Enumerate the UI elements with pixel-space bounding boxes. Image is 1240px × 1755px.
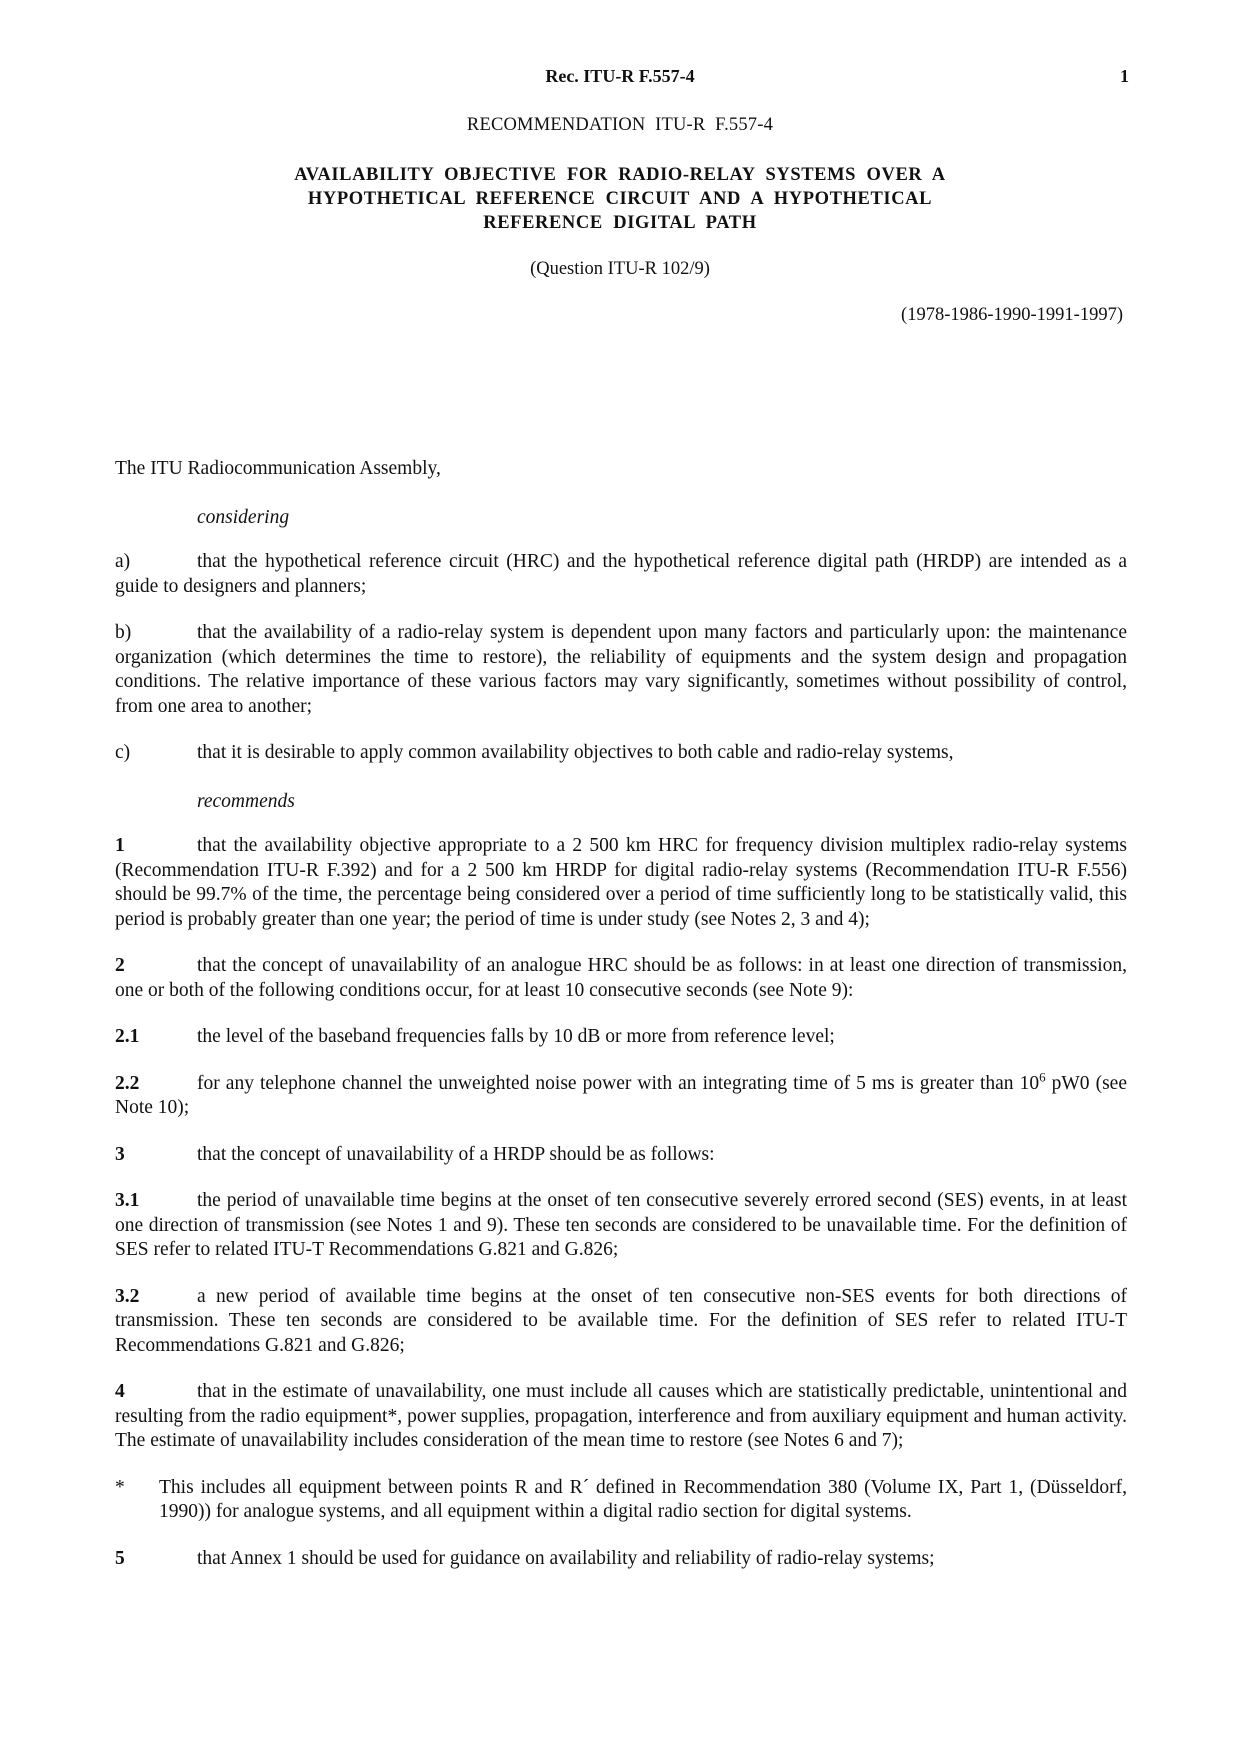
item-text: that the availability objective appropriate to a 2 500 km HRC for frequency division multiplex radio-relay systems (Recommendation ITU-R F.392) and for a 2 500 km HRDP for digital radio-relay systems (Recommendation ITU-R F.556) should be 99.7% of the time, the percentage being considered over a period of time sufficiently long to be statistically valid, this period is probably greater than one year; the period of time is under study (see Notes 2, 3 and 4); <box>115 835 1127 930</box>
preamble: The ITU Radiocommunication Assembly, <box>115 458 441 479</box>
item-text: that the availability of a radio-relay system is dependent upon many factors and particularly upon: the maintenance organization (which determines the time to restore), the reliability of equipments and the system design and propagation conditions. The relative importance of these various factors may vary significantly, sometimes without possibility of control, from one area to another; <box>115 622 1127 717</box>
item-label: 2 <box>115 955 125 976</box>
footnote-mark: * <box>115 1476 125 1498</box>
document-page <box>115 0 1135 1755</box>
superscript: 6 <box>1039 1069 1046 1084</box>
question-reference: (Question ITU-R 102/9) <box>530 259 710 279</box>
item-label: 1 <box>115 835 125 856</box>
item-text: that it is desirable to apply common availability objectives to both cable and radio-relay systems, <box>197 742 954 763</box>
item-label: 3.1 <box>115 1190 140 1211</box>
item-label: 3.2 <box>115 1285 140 1307</box>
recommends-heading: recommends <box>197 790 295 812</box>
recommends-item <box>115 1547 1127 1572</box>
page-number: 1 <box>1120 66 1129 86</box>
item-label: 2.1 <box>115 1026 140 1047</box>
item-label: b) <box>115 622 132 643</box>
revision-dates: (1978-1986-1990-1991-1997) <box>901 305 1123 325</box>
recommends-item <box>115 1143 1127 1168</box>
item-text: the level of the baseband frequencies falls by 10 dB or more from reference level; <box>197 1026 835 1047</box>
item-label: 2.2 <box>115 1072 140 1094</box>
item-text: pW0 (see Note 10); <box>115 1072 1127 1118</box>
item-text: that Annex 1 should be used for guidance on availability and reliability of radio-relay systems; <box>197 1547 935 1569</box>
title-line: AVAILABILITY OBJECTIVE FOR RADIO-RELAY SYSTEMS OVER A <box>294 165 946 185</box>
recommends-item <box>115 1025 1127 1050</box>
item-text: for any telephone channel the unweighted noise power with an integrating time of 5 ms is greater than 10 <box>197 1072 1040 1094</box>
running-title: Rec. ITU-R F.557-4 <box>545 66 695 86</box>
footnote <box>115 1476 1127 1525</box>
considering-item <box>115 621 1127 719</box>
running-header <box>115 64 1135 90</box>
recommends-item <box>115 1285 1127 1359</box>
footnote-text: This includes all equipment between points R and R´ defined in Recommendation 380 (Volume IX, Part 1, (Düsseldorf, 1990)) for analogue systems, and all equipment within a digital radio section for digital systems. <box>159 1476 1127 1522</box>
item-label: 3 <box>115 1143 125 1165</box>
title-line: HYPOTHETICAL REFERENCE CIRCUIT AND A HYPOTHETICAL <box>307 189 933 209</box>
item-text: that the concept of unavailability of an analogue HRC should be as follows: in at least one direction of transmission, one or both of the following conditions occur, for at least 10 consecutive seconds (see Note 9): <box>115 955 1127 1001</box>
considering-heading: considering <box>197 506 290 528</box>
item-text: that the concept of unavailability of a HRDP should be as follows: <box>197 1143 715 1165</box>
item-text: that the hypothetical reference circuit (HRC) and the hypothetical reference digital path (HRDP) are intended as a guide to designers and planners; <box>115 551 1127 597</box>
recommends-item <box>115 834 1127 932</box>
item-label: a) <box>115 551 131 572</box>
considering-item <box>115 550 1127 599</box>
considering-item <box>115 741 1127 766</box>
recommends-item <box>115 1380 1127 1454</box>
item-text: the period of unavailable time begins at the onset of ten consecutive severely errored second (SES) events, in at least one direction of transmission (see Notes 1 and 9). These ten seconds are considered to be unavailable time. For the definition of SES refer to related ITU-T Recommendations G.821 and G.826; <box>115 1190 1127 1260</box>
item-text: that in the estimate of unavailability, one must include all causes which are statistically predictable, unintentional and resulting from the radio equipment*, power supplies, propagation, interference and from auxiliary equipment and human activity. The estimate of unavailability includes consideration of the mean time to restore (see Notes 6 and 7); <box>115 1381 1127 1451</box>
recommends-item <box>115 1189 1127 1263</box>
recommends-item <box>115 1069 1127 1121</box>
item-text: a new period of available time begins at the onset of ten consecutive non-SES events for both directions of transmission. These ten seconds are considered to be available time. For the definition of SES refer to related ITU-T Recommendations G.821 and G.826; <box>115 1285 1127 1356</box>
item-label: c) <box>115 742 131 763</box>
document-body <box>115 457 1127 1593</box>
item-label: 4 <box>115 1381 125 1402</box>
document-title <box>115 163 1125 235</box>
recommendation-number: RECOMMENDATION ITU-R F.557-4 <box>466 115 774 135</box>
recommends-item <box>115 954 1127 1003</box>
item-label: 5 <box>115 1547 125 1569</box>
title-line: REFERENCE DIGITAL PATH <box>483 213 757 233</box>
